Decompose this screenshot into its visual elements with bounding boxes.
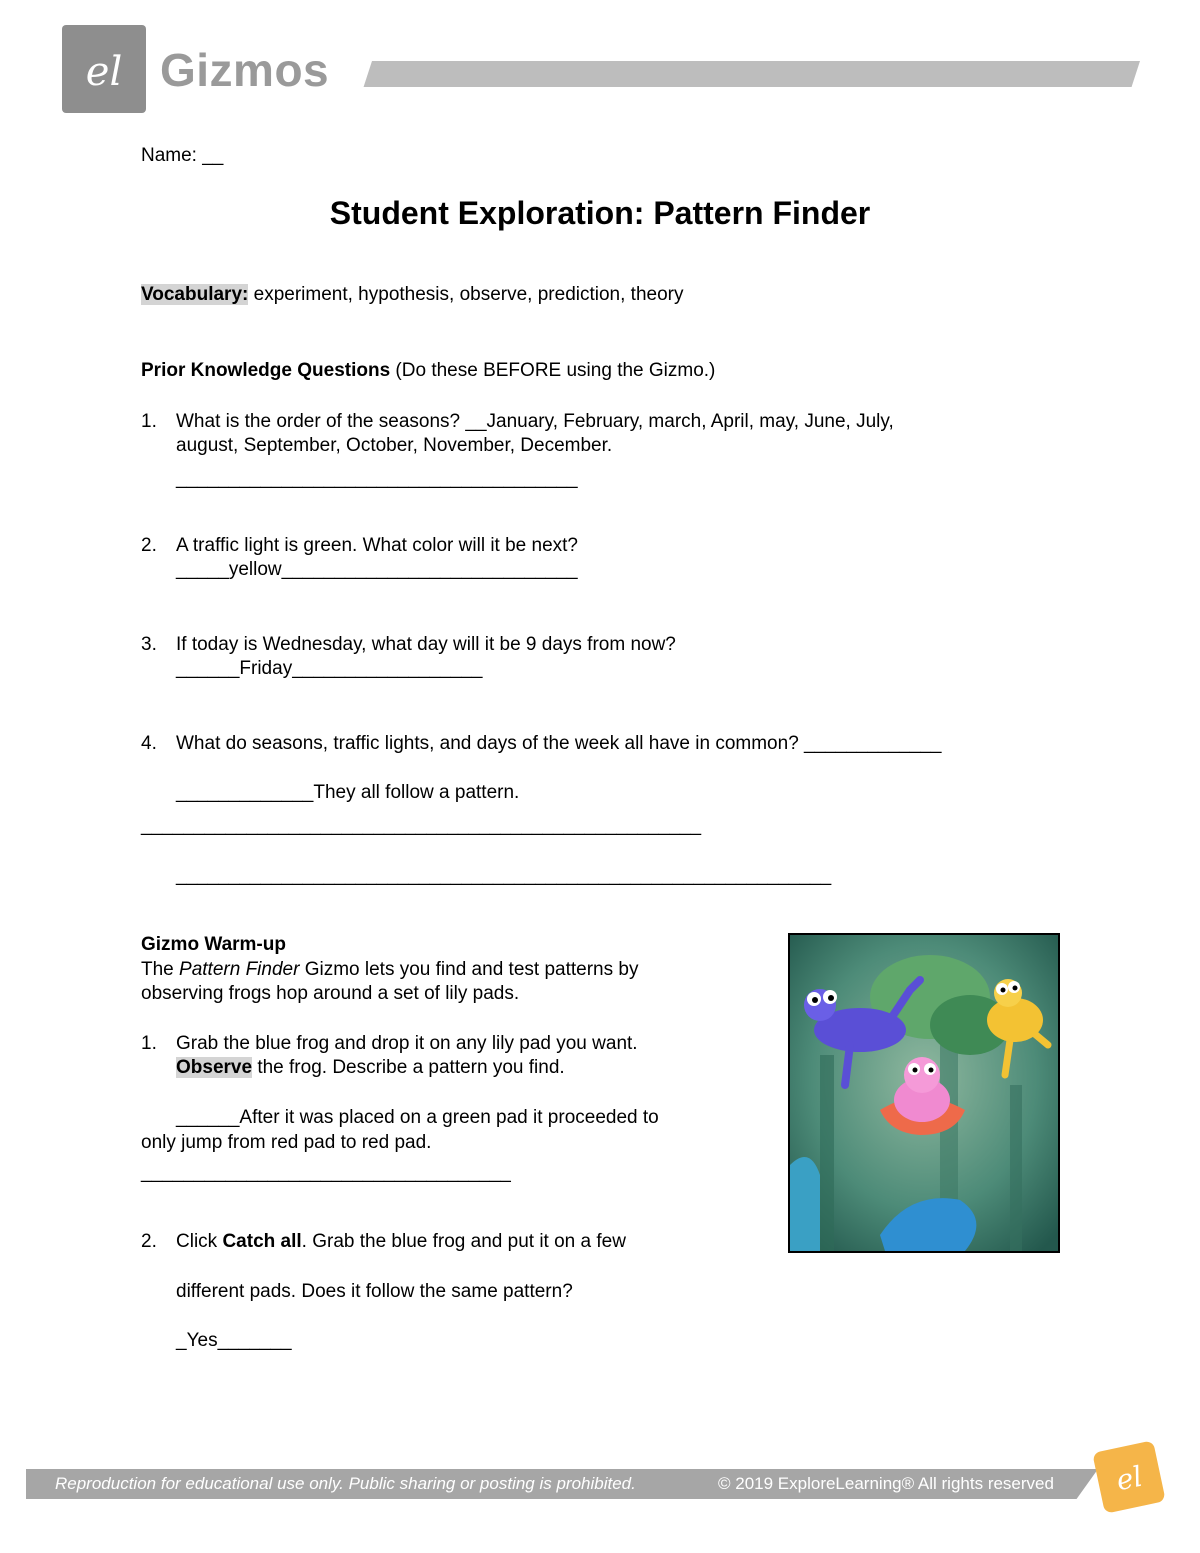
prior-knowledge-heading [141,358,715,383]
warmup-heading: Gizmo Warm-up [141,934,286,955]
footer-copyright: © 2019 ExploreLearning® All rights reserved [718,1474,1054,1493]
question-number: 4. [141,733,157,754]
intro-text: Gizmo lets you find and test patterns by [299,959,639,980]
pattern-finder-frogs-image [788,933,1060,1253]
explorelearning-logo [62,25,146,113]
svg-text:el: el [1113,1459,1146,1498]
warmup-q1-line-1: Grab the blue frog and drop it on any lily pad you want. [176,1033,638,1054]
question-number: 1. [141,411,157,432]
warmup-q1-answer-1: ______After it was placed on a green pad it proceeded to [176,1107,659,1128]
warmup-intro-line-1 [141,957,638,982]
warmup-q2-line-1 [176,1229,626,1254]
intro-text: The [141,959,180,980]
observe-keyword: Observe [176,1057,253,1078]
warmup-q1-text: the frog. Describe a pattern you find. [252,1057,565,1078]
question-2-line-1: A traffic light is green. What color will it be next? [176,535,578,556]
question-number: 3. [141,634,157,655]
warmup-q1-answer-2: only jump from red pad to red pad. [141,1132,432,1153]
question-4-answer: _____________They all follow a pattern. [176,782,520,803]
warmup-intro-line-2: observing frogs hop around a set of lily pads. [141,983,520,1004]
question-3-answer: ______Friday__________________ [176,658,483,679]
gizmo-name: Pattern Finder [179,959,300,980]
el-badge-icon [1092,1440,1166,1514]
vocabulary-label: Vocabulary: [141,284,249,305]
page-title: Student Exploration: Pattern Finder [329,195,871,231]
question-number: 2. [141,535,157,556]
warmup-q2-text: Click [176,1231,223,1252]
name-line: Name: __ [141,145,224,166]
frogs-illustration [790,935,1058,1251]
el-logo-icon [62,25,146,113]
el-badge-mark [1092,1440,1166,1514]
warmup-q1-answer-line: ___________________________________ [141,1162,511,1183]
question-number: 2. [141,1231,157,1252]
question-number: 1. [141,1033,157,1054]
question-4-answer-line-2: ______________________________________________________________ [176,865,832,886]
question-1-line-1: What is the order of the seasons? __January, February, march, April, may, June, July, [176,411,894,432]
brand-name: Gizmos [160,44,330,96]
footer-disclaimer: Reproduction for educational use only. Public sharing or posting is prohibited. [55,1474,636,1493]
question-3-line-1: If today is Wednesday, what day will it be 9 days from now? [176,634,676,655]
warmup-q2-text: . Grab the blue frog and put it on a few [301,1231,626,1252]
question-2-answer: _____yellow____________________________ [176,559,578,580]
question-4-line-1: What do seasons, traffic lights, and days of the week all have in common? _____________ [176,733,942,754]
prior-heading-note: (Do these BEFORE using the Gizmo.) [390,360,716,381]
vocabulary-line [141,282,683,307]
header-decorative-bar [364,61,1140,87]
catch-all-keyword: Catch all [222,1231,302,1252]
svg-text:el: el [85,49,123,95]
question-1-answer-line: ______________________________________ [176,468,578,489]
question-4-answer-line-1: _____________________________________________________ [141,815,702,836]
warmup-q1-line-2 [176,1055,565,1080]
vocabulary-terms: experiment, hypothesis, observe, prediction, theory [248,284,684,305]
warmup-q2-line-2: different pads. Does it follow the same pattern? [176,1281,573,1302]
prior-heading-text: Prior Knowledge Questions [141,360,391,381]
question-1-line-2: august, September, October, November, December. [176,435,613,456]
warmup-q2-answer: _Yes_______ [176,1330,292,1351]
